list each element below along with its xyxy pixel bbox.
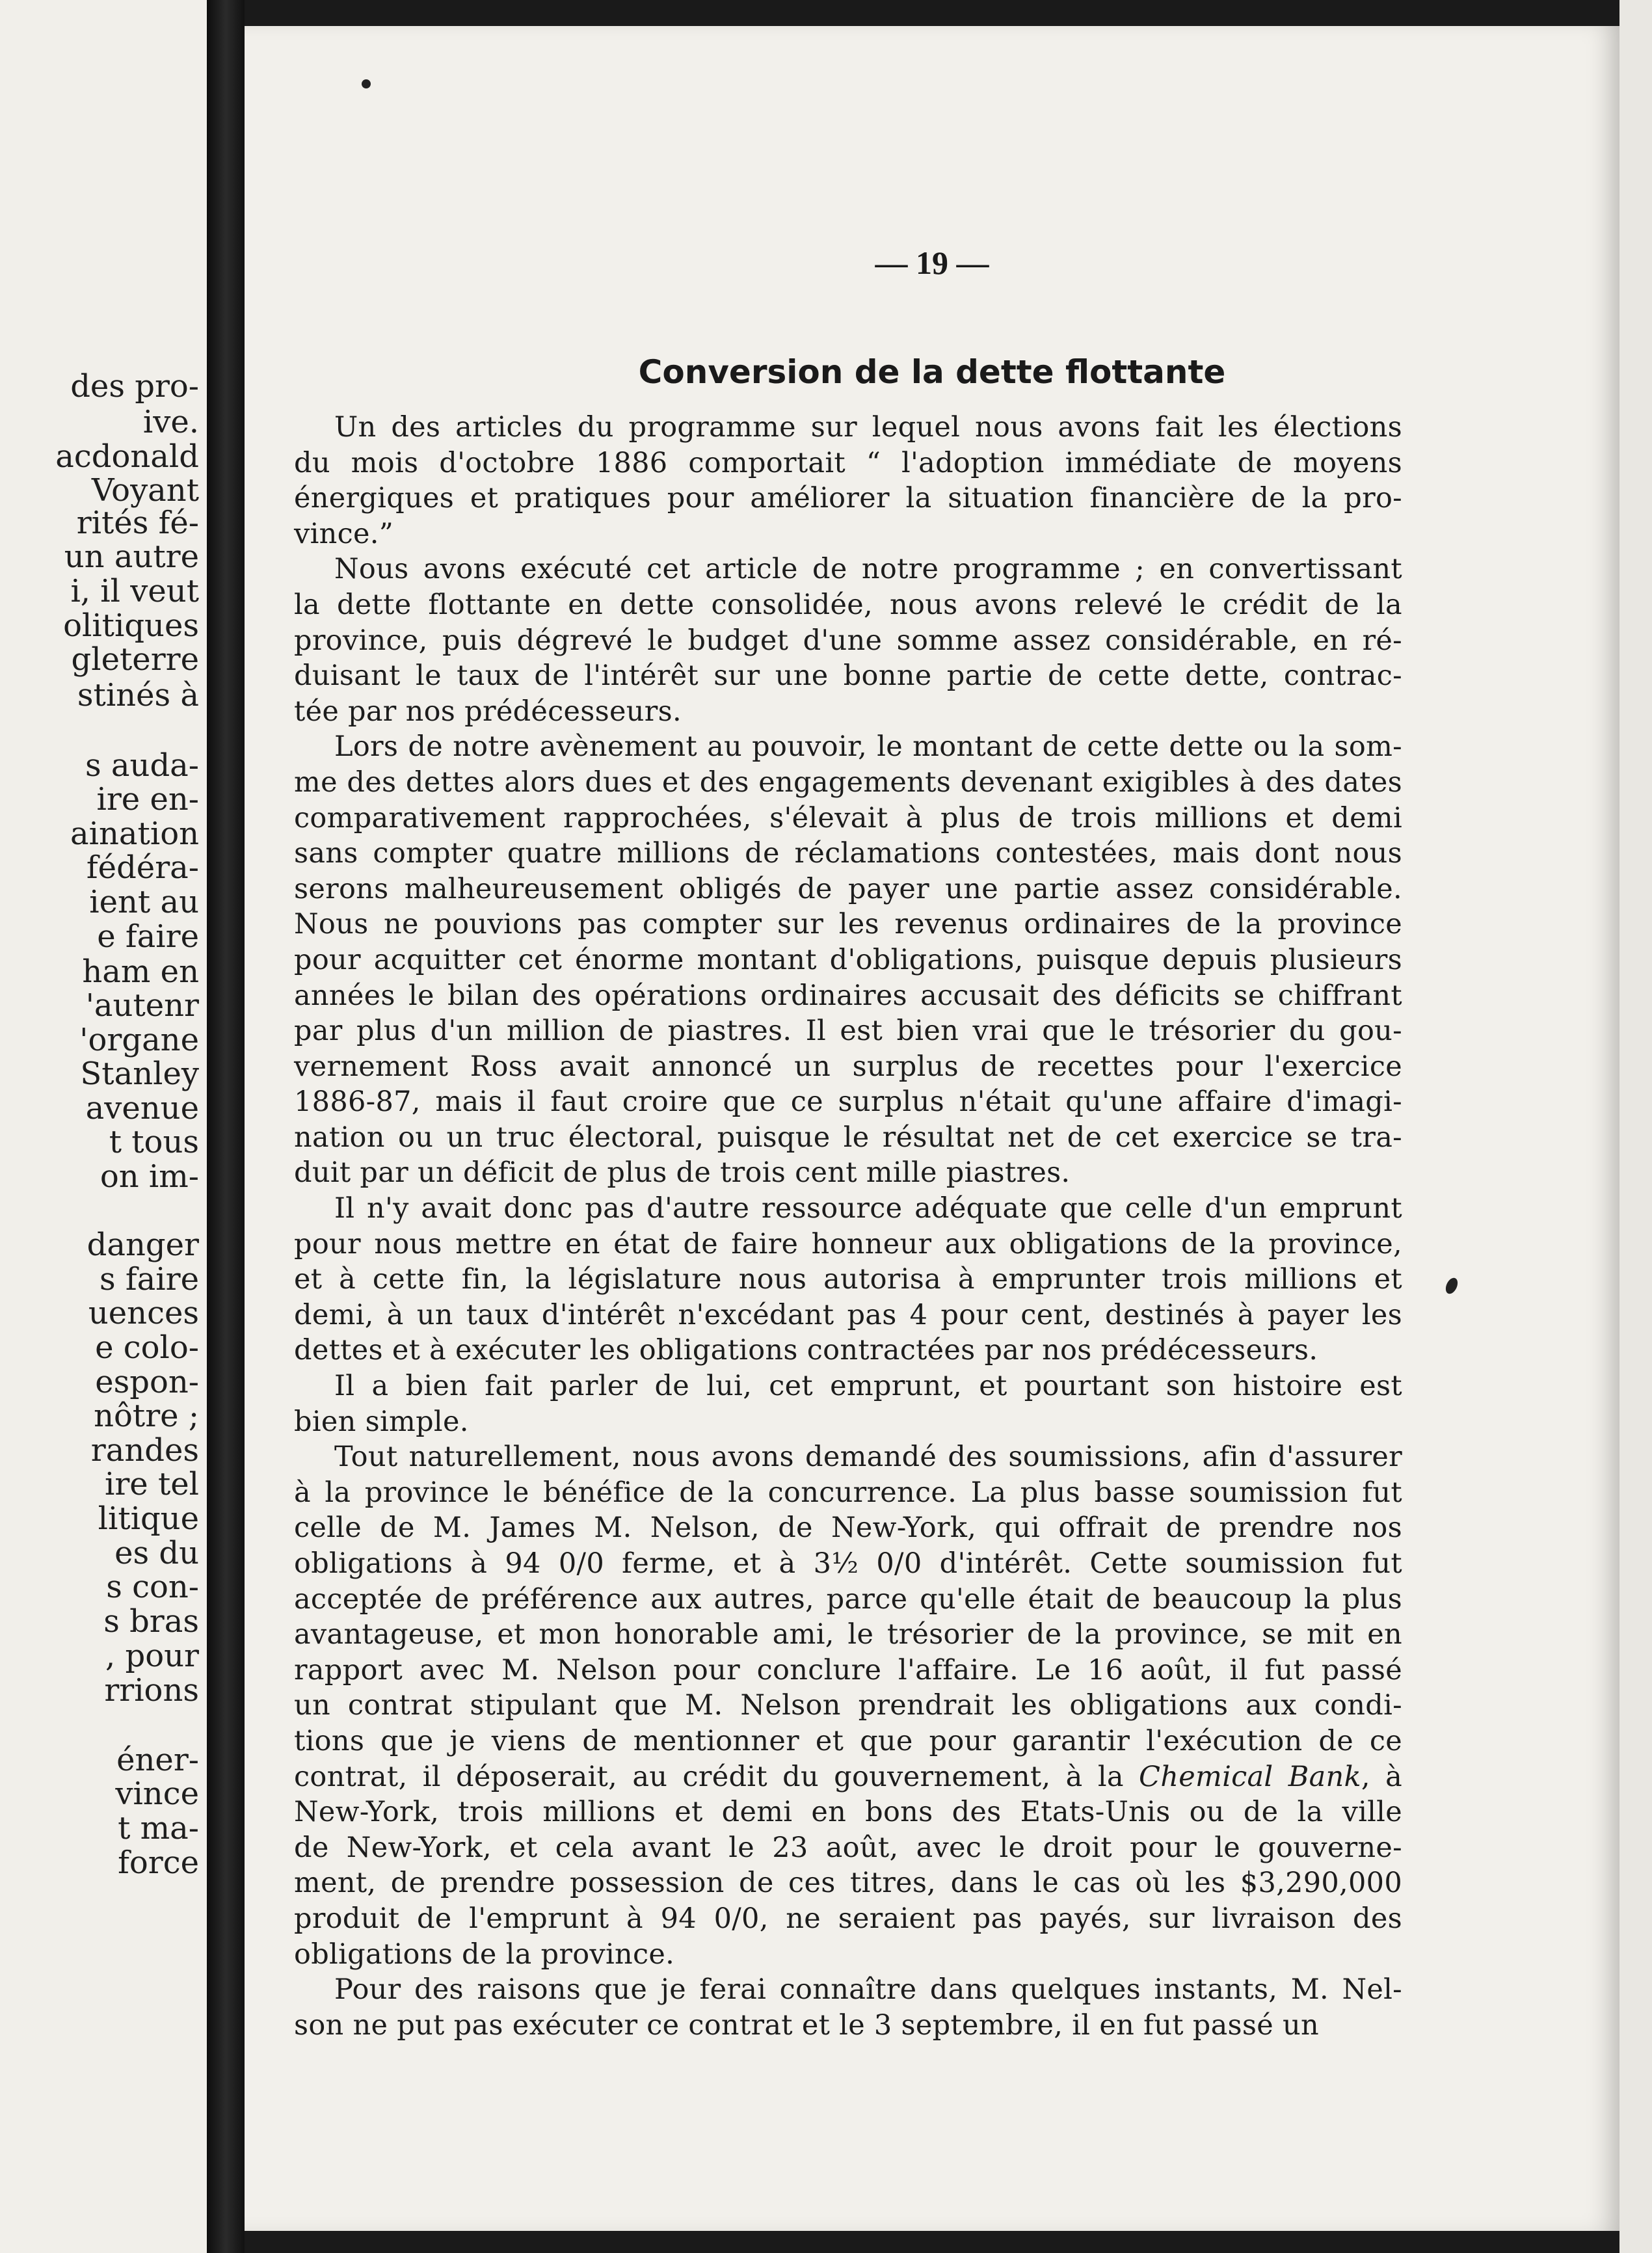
ink-speck bbox=[1443, 1276, 1459, 1296]
page-number: — 19 — bbox=[875, 245, 989, 281]
previous-page-line-fragment: t ma- bbox=[118, 1810, 199, 1846]
previous-page-line-fragment: randes bbox=[90, 1432, 199, 1469]
text-line: Pour des raisons que je ferai connaître dans quelques instants, M. Nel- bbox=[334, 1973, 1402, 2006]
text-line: et à cette fin, la législature nous autorisa à emprunter trois millions et bbox=[294, 1263, 1402, 1296]
page-edge bbox=[1619, 0, 1652, 2253]
text-line: Nous ne pouvions pas compter sur les revenus ordinaires de la province bbox=[294, 908, 1402, 941]
text-line: me des dettes alors dues et des engagements devenant exigibles à des dates bbox=[294, 766, 1402, 799]
text-line: par plus d'un million de piastres. Il est bien vrai que le trésorier du gou- bbox=[294, 1015, 1402, 1048]
previous-page-line-fragment: ham en bbox=[82, 953, 199, 990]
previous-page-line-fragment: es du bbox=[114, 1535, 199, 1571]
previous-page-line-fragment: on im- bbox=[100, 1158, 199, 1195]
italic-bank-name: Chemical Bank bbox=[1139, 1760, 1361, 1793]
previous-page-line-fragment: , pour bbox=[105, 1638, 199, 1674]
text-line: Il a bien fait parler de lui, cet emprunt, et pourtant son histoire est bbox=[334, 1370, 1402, 1403]
book-gutter bbox=[207, 0, 245, 2253]
previous-page-line-fragment: rités fé- bbox=[76, 505, 199, 541]
text-line: vince.” bbox=[294, 517, 394, 550]
previous-page-line-fragment: i, il veut bbox=[70, 573, 199, 609]
text-line: Nous avons exécuté cet article de notre programme ; en convertissant bbox=[334, 553, 1402, 586]
text-line: produit de l'emprunt à 94 0/0, ne seraient pas payés, sur livraison des bbox=[294, 1902, 1402, 1935]
text-line: ment, de prendre possession de ces titres, dans le cas où les $3,290,000 bbox=[294, 1867, 1402, 1900]
previous-page-line-fragment: vince bbox=[115, 1776, 199, 1812]
previous-page-fragment bbox=[0, 0, 207, 2253]
text-line: demi, à un taux d'intérêt n'excédant pas 4 pour cent, destinés à payer les bbox=[294, 1298, 1402, 1331]
previous-page-line-fragment: éner- bbox=[116, 1742, 199, 1778]
text-line: sans compter quatre millions de réclamations contestées, mais dont nous bbox=[294, 837, 1402, 870]
text-line: Un des articles du programme sur lequel nous avons fait les élections bbox=[334, 411, 1402, 444]
text-line: New-York, trois millions et demi en bons des Etats-Unis ou de la ville bbox=[294, 1796, 1402, 1829]
previous-page-line-fragment: t tous bbox=[109, 1124, 199, 1160]
previous-page-line-fragment: gleterre bbox=[71, 641, 199, 678]
previous-page-line-fragment: 'organe bbox=[79, 1022, 199, 1058]
previous-page-line-fragment: 'autenr bbox=[85, 987, 199, 1024]
text-line: Il n'y avait donc pas d'autre ressource adéquate que celle d'un emprunt bbox=[334, 1192, 1402, 1225]
text-line: duit par un déficit de plus de trois cent mille piastres. bbox=[294, 1156, 1071, 1190]
previous-page-line-fragment: ire tel bbox=[104, 1466, 199, 1502]
previous-page-line-fragment: e faire bbox=[97, 918, 199, 955]
text-line: tée par nos prédécesseurs. bbox=[294, 695, 682, 728]
text-line: dettes et à exécuter les obligations contractées par nos prédécesseurs. bbox=[294, 1334, 1318, 1367]
previous-page-line-fragment: nôtre ; bbox=[94, 1398, 199, 1434]
previous-page-line-fragment: Voyant bbox=[91, 472, 199, 509]
text-line: serons malheureusement obligés de payer une partie assez considérable. bbox=[294, 872, 1402, 905]
previous-page-line-fragment: acdonald bbox=[55, 438, 199, 475]
previous-page-line-fragment: s bras bbox=[103, 1603, 199, 1640]
previous-page-line-fragment: avenue bbox=[85, 1090, 199, 1126]
previous-page-line-fragment: uences bbox=[88, 1295, 199, 1331]
text-line: 1886-87, mais il faut croire que ce surplus n'était qu'une affaire d'imagi- bbox=[294, 1086, 1402, 1119]
previous-page-line-fragment: e colo- bbox=[95, 1329, 199, 1366]
text-line: celle de M. James M. Nelson, de New-York, qui offrait de prendre nos bbox=[294, 1512, 1402, 1545]
text-line: province, puis dégrevé le budget d'une somme assez considérable, en ré- bbox=[294, 624, 1402, 657]
previous-page-line-fragment: ient au bbox=[89, 884, 199, 920]
ink-speck bbox=[362, 79, 371, 88]
text-line: du mois d'octobre 1886 comportait “ l'adoption immédiate de moyens bbox=[294, 446, 1402, 479]
previous-page-line-fragment: ive. bbox=[142, 404, 199, 440]
previous-page-line-fragment: espon- bbox=[95, 1364, 199, 1400]
previous-page-line-fragment: fédéra- bbox=[86, 849, 199, 886]
text-line: pour acquitter cet énorme montant d'obligations, puisque depuis plusieurs bbox=[294, 943, 1402, 976]
previous-page-line-fragment: s faire bbox=[100, 1261, 199, 1298]
previous-page-line-fragment: stinés à bbox=[77, 677, 199, 713]
text-line: acceptée de préférence aux autres, parce qu'elle était de beaucoup la plus bbox=[294, 1582, 1402, 1616]
text-line: vernement Ross avait annoncé un surplus de recettes pour l'exercice bbox=[294, 1050, 1402, 1083]
text-line: à la province le bénéfice de la concurrence. La plus basse soumission fut bbox=[294, 1476, 1402, 1509]
section-title: Conversion de la dette flottante bbox=[638, 353, 1226, 391]
text-line: duisant le taux de l'intérêt sur une bonne partie de cette dette, contrac- bbox=[294, 660, 1402, 693]
text-line: son ne put pas exécuter ce contrat et le 3 septembre, il en fut passé un bbox=[294, 2008, 1319, 2042]
previous-page-line-fragment: aination bbox=[70, 816, 199, 852]
text-line: bien simple. bbox=[294, 1405, 469, 1438]
text-line: contrat, il déposerait, au crédit du gouvernement, à la Chemical Bank, à bbox=[294, 1760, 1403, 1793]
text-line: rapport avec M. Nelson pour conclure l'affaire. Le 16 août, il fut passé bbox=[294, 1653, 1402, 1686]
text-line: obligations de la province. bbox=[294, 1938, 675, 1971]
text-line: énergiques et pratiques pour améliorer la situation financière de la pro- bbox=[294, 482, 1402, 515]
document-page bbox=[245, 26, 1619, 2231]
text-line: années le bilan des opérations ordinaires accusait des déficits se chiffrant bbox=[294, 979, 1402, 1012]
previous-page-line-fragment: s con- bbox=[106, 1569, 199, 1605]
text-line: Tout naturellement, nous avons demandé des soumissions, afin d'assurer bbox=[334, 1441, 1402, 1474]
previous-page-line-fragment: un autre bbox=[64, 539, 199, 575]
previous-page-line-fragment: rrions bbox=[104, 1672, 199, 1709]
previous-page-line-fragment: des pro- bbox=[70, 368, 199, 405]
text-line: un contrat stipulant que M. Nelson prendrait les obligations aux condi- bbox=[294, 1689, 1402, 1722]
previous-page-line-fragment: Stanley bbox=[80, 1056, 199, 1092]
previous-page-line-fragment: s auda- bbox=[85, 747, 199, 784]
previous-page-line-fragment: ire en- bbox=[96, 781, 199, 818]
text-line: tions que je viens de mentionner et que pour garantir l'exécution de ce bbox=[294, 1724, 1402, 1757]
text-line: la dette flottante en dette consolidée, nous avons relevé le crédit de la bbox=[294, 588, 1402, 621]
text-line: avantageuse, et mon honorable ami, le trésorier de la province, se mit en bbox=[294, 1618, 1402, 1651]
text-line: comparativement rapprochées, s'élevait à plus de trois millions et demi bbox=[294, 801, 1402, 834]
previous-page-line-fragment: litique bbox=[98, 1500, 199, 1537]
text-line: Lors de notre avènement au pouvoir, le montant de cette dette ou la som- bbox=[334, 730, 1402, 764]
previous-page-line-fragment: danger bbox=[87, 1227, 199, 1263]
body-text bbox=[294, 410, 1402, 2043]
text-line: de New-York, et cela avant le 23 août, avec le droit pour le gouverne- bbox=[294, 1831, 1402, 1864]
text-line: nation ou un truc électoral, puisque le résultat net de cet exercice se tra- bbox=[294, 1121, 1402, 1154]
text-line: pour nous mettre en état de faire honneur aux obligations de la province, bbox=[294, 1227, 1402, 1260]
text-line: obligations à 94 0/0 ferme, et à 3½ 0/0 d'intérêt. Cette soumission fut bbox=[294, 1547, 1402, 1580]
previous-page-line-fragment: olitiques bbox=[63, 607, 199, 644]
previous-page-line-fragment: force bbox=[118, 1845, 199, 1881]
